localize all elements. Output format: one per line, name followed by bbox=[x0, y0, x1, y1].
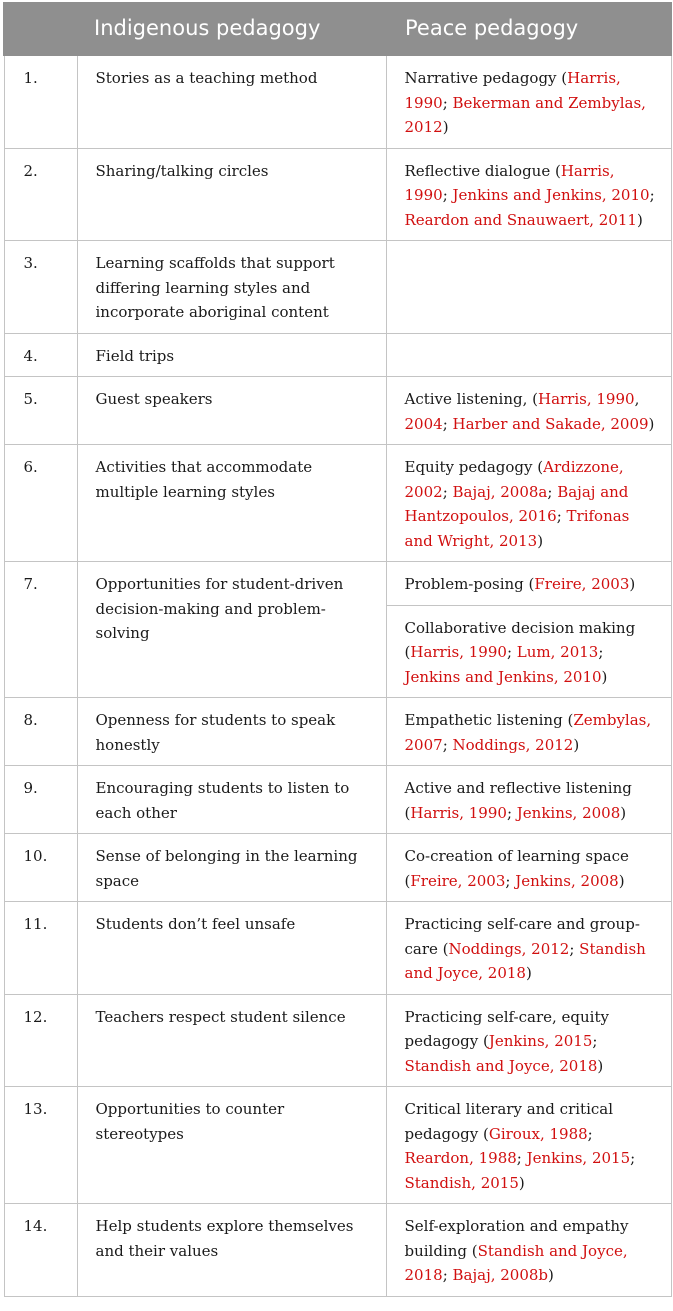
peace-pedagogy-cell bbox=[386, 1087, 671, 1204]
row-number: 13. bbox=[4, 1087, 77, 1204]
peace-pedagogy-text: Self-exploration and empathy building ( bbox=[404, 1217, 629, 1260]
peace-pedagogy-text: ; bbox=[592, 1032, 598, 1050]
peace-pedagogy-text: ; bbox=[587, 1124, 593, 1143]
peace-pedagogy-cell bbox=[386, 698, 671, 766]
peace-pedagogy-text: ; bbox=[442, 735, 453, 754]
citation-text: Jenkins and Jenkins, 2010 bbox=[452, 186, 650, 204]
citation-text: Freire, 2003 bbox=[410, 871, 506, 890]
citation-text: Noddings, 2012 bbox=[448, 939, 570, 958]
peace-pedagogy-text: ) bbox=[537, 531, 544, 550]
row-number: 10. bbox=[4, 834, 77, 902]
peace-pedagogy-cell bbox=[386, 333, 671, 377]
row-number: 8. bbox=[4, 698, 77, 766]
indigenous-pedagogy-cell: Field trips bbox=[77, 333, 386, 377]
peace-pedagogy-text: Active listening, ( bbox=[404, 390, 538, 408]
peace-pedagogy-cell bbox=[386, 994, 671, 1087]
row-number: 11. bbox=[4, 902, 77, 995]
citation-text: Bajaj, 2008a bbox=[452, 482, 548, 501]
row-number: 12. bbox=[4, 994, 77, 1087]
row-number: 2. bbox=[4, 148, 77, 241]
peace-pedagogy-text: ; bbox=[649, 186, 655, 204]
row-number: 9. bbox=[4, 766, 77, 834]
peace-pedagogy-text: Critical literary and critical pedagogy ( bbox=[404, 1100, 614, 1143]
peace-pedagogy-cell bbox=[386, 445, 671, 562]
peace-pedagogy-text: ) bbox=[629, 575, 636, 593]
peace-pedagogy-text: ; bbox=[442, 482, 453, 501]
peace-pedagogy-text: , bbox=[634, 390, 640, 408]
peace-pedagogy-text: Reflective dialogue ( bbox=[404, 161, 561, 180]
peace-pedagogy-text: ) bbox=[601, 667, 608, 686]
indigenous-pedagogy-cell: Sense of belonging in the learning space bbox=[77, 834, 386, 902]
citation-text: Lum, 2013 bbox=[516, 643, 599, 661]
indigenous-pedagogy-cell: Help students explore themselves and their values bbox=[77, 1204, 386, 1297]
citation-text: Standish and Joyce, 2018 bbox=[404, 1056, 598, 1075]
citation-text: Jenkins and Jenkins, 2010 bbox=[404, 667, 602, 686]
peace-pedagogy-text: ; bbox=[442, 414, 453, 433]
peace-pedagogy-cell bbox=[386, 241, 671, 334]
peace-pedagogy-cell bbox=[386, 55, 671, 148]
citation-text: Jenkins, 2015 bbox=[488, 1032, 593, 1050]
table-row bbox=[4, 241, 671, 334]
peace-pedagogy-text: Active and reflective listening ( bbox=[404, 779, 632, 822]
peace-pedagogy-cell bbox=[386, 605, 671, 698]
citation-text: Ardizzone, 2002 bbox=[404, 458, 624, 501]
peace-pedagogy-text: ) bbox=[620, 803, 627, 822]
citation-text: Jenkins, 2008 bbox=[516, 803, 621, 822]
peace-pedagogy-text: Co-creation of learning space ( bbox=[404, 847, 629, 890]
row-number: 14. bbox=[4, 1204, 77, 1297]
citation-text: Zembylas, 2007 bbox=[404, 711, 652, 754]
peace-pedagogy-cell bbox=[386, 562, 671, 606]
row-number: 7. bbox=[4, 562, 77, 698]
citation-text: Bajaj, 2008b bbox=[452, 1266, 549, 1284]
indigenous-pedagogy-cell: Guest speakers bbox=[77, 377, 386, 445]
citation-text: Harris, 1990 bbox=[410, 643, 507, 661]
peace-pedagogy-text: Collaborative decision making ( bbox=[404, 618, 636, 661]
peace-pedagogy-text: ) bbox=[518, 1173, 525, 1192]
peace-pedagogy-text: Empathetic listening ( bbox=[404, 711, 574, 729]
table-body bbox=[4, 55, 671, 1296]
header-peace-pedagogy: Peace pedagogy bbox=[386, 3, 671, 55]
citation-text: Harris, 1990 bbox=[404, 69, 621, 112]
citation-text: Standish, 2015 bbox=[404, 1173, 519, 1192]
peace-pedagogy-text: Practicing self-care, equity pedagogy ( bbox=[404, 1007, 609, 1050]
indigenous-pedagogy-cell: Sharing/talking circles bbox=[77, 148, 386, 241]
pedagogy-comparison-table bbox=[3, 2, 672, 1297]
peace-pedagogy-text: ) bbox=[618, 871, 625, 890]
peace-pedagogy-text: ; bbox=[442, 186, 453, 204]
peace-pedagogy-text: ) bbox=[525, 964, 532, 982]
indigenous-pedagogy-cell: Encouraging students to listen to each other bbox=[77, 766, 386, 834]
table-row bbox=[4, 1204, 671, 1297]
peace-pedagogy-text: Narrative pedagogy ( bbox=[404, 69, 568, 87]
indigenous-pedagogy-cell: Opportunities for student-driven decision-making and problem-solving bbox=[77, 562, 386, 698]
table-row bbox=[4, 698, 671, 766]
indigenous-pedagogy-cell: Activities that accommodate multiple learning styles bbox=[77, 445, 386, 562]
peace-pedagogy-text: ; bbox=[505, 871, 516, 890]
indigenous-pedagogy-cell: Teachers respect student silence bbox=[77, 994, 386, 1087]
row-number: 1. bbox=[4, 55, 77, 148]
table-header bbox=[4, 3, 671, 55]
table-row bbox=[4, 333, 671, 377]
peace-pedagogy-cell bbox=[386, 834, 671, 902]
citation-text: Harber and Sakade, 2009 bbox=[452, 414, 649, 433]
row-number: 5. bbox=[4, 377, 77, 445]
peace-pedagogy-text: ; bbox=[598, 643, 604, 661]
header-indigenous-pedagogy: Indigenous pedagogy bbox=[77, 3, 386, 55]
table-row bbox=[4, 445, 671, 562]
citation-text: Standish and Joyce, 2018 bbox=[404, 1241, 628, 1284]
peace-pedagogy-text: ; bbox=[556, 507, 567, 525]
peace-pedagogy-text: Equity pedagogy ( bbox=[404, 458, 544, 476]
citation-text: Jenkins, 2015 bbox=[526, 1149, 631, 1167]
citation-text: Bekerman and Zembylas, 2012 bbox=[404, 93, 646, 136]
indigenous-pedagogy-cell: Opportunities to counter stereotypes bbox=[77, 1087, 386, 1204]
table-row bbox=[4, 55, 671, 148]
citation-text: Reardon, 1988 bbox=[404, 1149, 517, 1167]
peace-pedagogy-text: ; bbox=[442, 1266, 453, 1284]
peace-pedagogy-text: ) bbox=[548, 1266, 554, 1284]
peace-pedagogy-cell bbox=[386, 377, 671, 445]
peace-pedagogy-cell bbox=[386, 766, 671, 834]
row-number: 4. bbox=[4, 333, 77, 377]
citation-text: Harris, 1990 bbox=[537, 390, 635, 408]
table-row bbox=[4, 902, 671, 995]
table-row bbox=[4, 834, 671, 902]
peace-pedagogy-text: ; bbox=[506, 803, 517, 822]
peace-pedagogy-text: ) bbox=[648, 414, 655, 433]
peace-pedagogy-cell bbox=[386, 1204, 671, 1297]
peace-pedagogy-text: ; bbox=[569, 939, 580, 958]
peace-pedagogy-text: ; bbox=[506, 643, 517, 661]
citation-text: Trifonas and Wright, 2013 bbox=[404, 507, 630, 550]
peace-pedagogy-text: Practicing self-care and group-care ( bbox=[404, 915, 640, 958]
peace-pedagogy-text: ) bbox=[636, 210, 643, 229]
table-row bbox=[4, 766, 671, 834]
peace-pedagogy-text: ; bbox=[630, 1149, 636, 1167]
peace-pedagogy-cell bbox=[386, 902, 671, 995]
header-row bbox=[4, 3, 671, 55]
indigenous-pedagogy-cell: Stories as a teaching method bbox=[77, 55, 386, 148]
peace-pedagogy-text: ) bbox=[597, 1056, 604, 1075]
table-row bbox=[4, 994, 671, 1087]
table-row bbox=[4, 1087, 671, 1204]
citation-text: Harris, 1990 bbox=[404, 161, 615, 204]
table-row bbox=[4, 562, 671, 606]
citation-text: Noddings, 2012 bbox=[452, 735, 574, 754]
citation-text: 2004 bbox=[404, 414, 443, 433]
indigenous-pedagogy-cell: Openness for students to speak honestly bbox=[77, 698, 386, 766]
indigenous-pedagogy-cell: Learning scaffolds that support differing learning styles and incorporate aboriginal content bbox=[77, 241, 386, 334]
indigenous-pedagogy-cell: Students don’t feel unsafe bbox=[77, 902, 386, 995]
citation-text: Freire, 2003 bbox=[534, 575, 630, 593]
row-number: 3. bbox=[4, 241, 77, 334]
peace-pedagogy-text: ) bbox=[573, 735, 580, 754]
peace-pedagogy-text: ) bbox=[442, 118, 449, 136]
citation-text: Standish and Joyce, 2018 bbox=[404, 939, 646, 982]
row-number: 6. bbox=[4, 445, 77, 562]
peace-pedagogy-text: ; bbox=[442, 93, 453, 112]
citation-text: Reardon and Snauwaert, 2011 bbox=[404, 210, 637, 229]
peace-pedagogy-text: Problem-posing ( bbox=[404, 575, 535, 593]
table-row bbox=[4, 377, 671, 445]
citation-text: Giroux, 1988 bbox=[488, 1124, 588, 1143]
citation-text: Jenkins, 2008 bbox=[515, 871, 619, 890]
peace-pedagogy-cell bbox=[386, 148, 671, 241]
citation-text: Bajaj and Hantzopoulos, 2016 bbox=[404, 482, 629, 525]
table-row bbox=[4, 148, 671, 241]
header-number bbox=[4, 3, 77, 55]
peace-pedagogy-text: ; bbox=[516, 1149, 527, 1167]
citation-text: Harris, 1990 bbox=[410, 803, 507, 822]
peace-pedagogy-text: ; bbox=[547, 482, 558, 501]
